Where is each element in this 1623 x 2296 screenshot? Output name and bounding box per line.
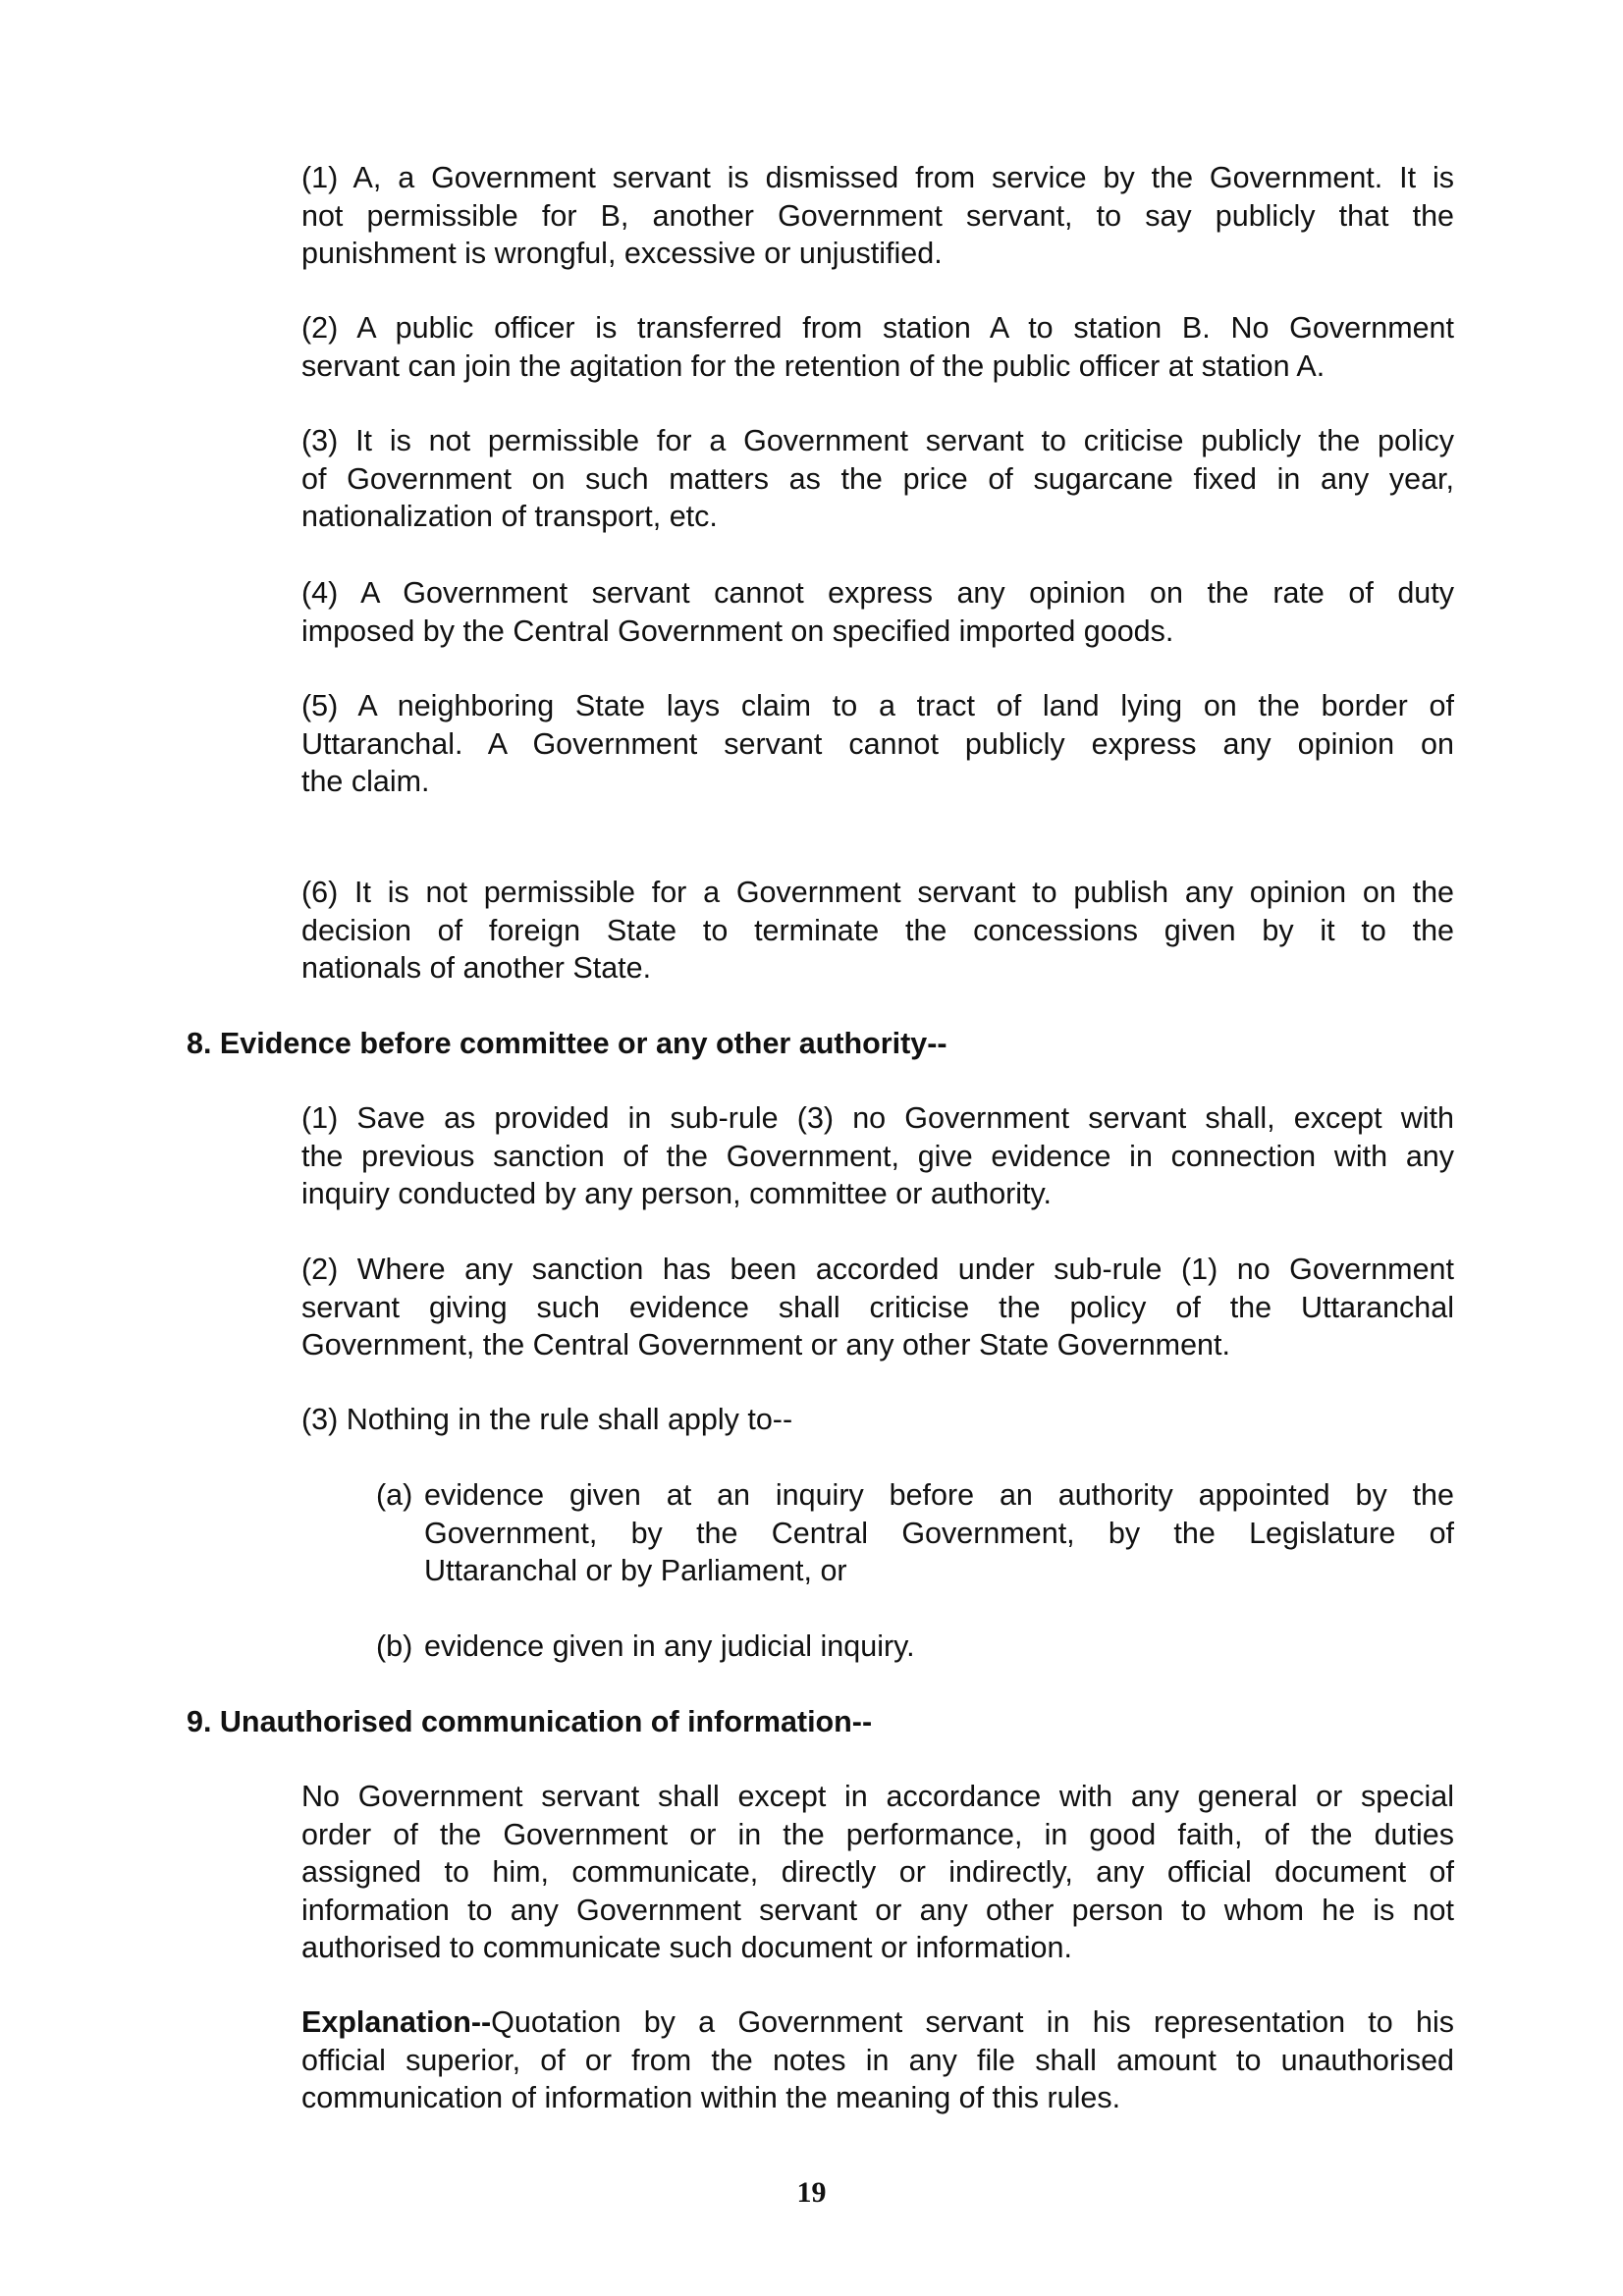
explanation-line-2: official superior, of or from the notes in any file shall amount to unauthorised xyxy=(301,2043,1454,2077)
rule-9-body-line-1: No Government servant shall except in accordance with any general or special xyxy=(301,1780,1454,1813)
explanation-line-1 xyxy=(301,2003,1454,2042)
rule-9-body-line-3: assigned to him, communicate, directly or indirectly, any official document of xyxy=(301,1855,1454,1889)
example-4-paragraph xyxy=(301,574,1454,650)
rule-9-heading: 9. Unauthorised communication of information-- xyxy=(187,1705,873,1738)
explanation-line-1-text: Quotation by a Government servant in his representation to his xyxy=(491,2005,1454,2039)
rule-9-body-line-4: information to any Government servant or any other person to whom he is not xyxy=(301,1893,1454,1927)
item-b-text: evidence given in any judicial inquiry. xyxy=(424,1629,915,1663)
example-3-paragraph xyxy=(301,422,1454,536)
rule-8-sub-rule-3 xyxy=(301,1401,1454,1439)
example-6-paragraph xyxy=(301,874,1454,988)
item-a-line-1: evidence given at an inquiry before an authority appointed by the xyxy=(424,1478,1454,1512)
rule-8-sub-rule-1 xyxy=(301,1099,1454,1213)
rule-8-sub-rule-3-text: (3) Nothing in the rule shall apply to-- xyxy=(301,1403,793,1436)
rule-9-body-line-5: authorised to communicate such document or information. xyxy=(301,1931,1072,1964)
rule-8-sub-rule-1-line-3: inquiry conducted by any person, committee or authority. xyxy=(301,1177,1053,1210)
item-a-marker: (a) xyxy=(376,1478,413,1512)
example-5-line-2: Uttaranchal. A Government servant cannot publicly express any opinion on xyxy=(301,726,1454,761)
example-5-paragraph xyxy=(301,687,1454,801)
item-a-body xyxy=(424,1476,1454,1590)
example-1-line-3: punishment is wrongful, excessive or unjustified. xyxy=(301,237,943,270)
example-4-line-2: imposed by the Central Government on specified imported goods. xyxy=(301,614,1174,648)
example-1-paragraph xyxy=(301,159,1454,273)
rule-8-sub-rule-2-line-1: (2) Where any sanction has been accorded under sub-rule (1) no Government xyxy=(301,1253,1454,1286)
example-2-paragraph xyxy=(301,309,1454,385)
item-a-line-2: Government, by the Central Government, by the Legislature of xyxy=(424,1516,1454,1550)
rule-8-item-a xyxy=(376,1476,1454,1590)
example-1-line-1: (1) A, a Government servant is dismissed from service by the Government. It is xyxy=(301,161,1454,194)
rule-9-body-line-2: order of the Government or in the performance, in good faith, of the duties xyxy=(301,1817,1454,1851)
item-b-body xyxy=(424,1628,1454,1666)
example-2-line-2: servant can join the agitation for the retention of the public officer at station A. xyxy=(301,348,1325,383)
example-2-line-1: (2) A public officer is transferred from station A to station B. No Government xyxy=(301,311,1454,345)
example-3-line-2: of Government on such matters as the price of sugarcane fixed in any year, xyxy=(301,461,1454,496)
rule-8-item-b xyxy=(376,1628,1454,1666)
explanation-line-3: communication of information within the meaning of this rules. xyxy=(301,2081,1121,2114)
example-3-line-3: nationalization of transport, etc. xyxy=(301,500,718,533)
rule-8-sub-rule-1-line-2: the previous sanction of the Government, give evidence in connection with any xyxy=(301,1139,1454,1173)
example-6-line-3: nationals of another State. xyxy=(301,951,652,985)
page-number: 19 xyxy=(796,2176,827,2209)
example-6-line-1: (6) It is not permissible for a Government servant to publish any opinion on the xyxy=(301,876,1454,909)
item-a-line-3: Uttaranchal or by Parliament, or xyxy=(424,1554,847,1587)
example-3-line-1: (3) It is not permissible for a Government servant to criticise publicly the policy xyxy=(301,424,1454,457)
rule-8-sub-rule-2-line-2: servant giving such evidence shall criticise the policy of the Uttaranchal xyxy=(301,1290,1454,1324)
example-6-line-2: decision of foreign State to terminate the concessions given by it to the xyxy=(301,913,1454,947)
item-b-marker: (b) xyxy=(376,1629,413,1663)
rule-9-body xyxy=(301,1778,1454,1967)
example-1-line-2: not permissible for B, another Government servant, to say publicly that the xyxy=(301,198,1454,233)
rule-8-heading: 8. Evidence before committee or any other authority-- xyxy=(187,1027,947,1060)
rule-8-sub-rule-2-line-3: Government, the Central Government or any other State Government. xyxy=(301,1328,1230,1362)
example-5-line-1: (5) A neighboring State lays claim to a tract of land lying on the border of xyxy=(301,689,1454,722)
example-5-line-3: the claim. xyxy=(301,765,430,798)
explanation-label: Explanation-- xyxy=(301,2005,492,2039)
rule-8-sub-rule-1-line-1: (1) Save as provided in sub-rule (3) no Government servant shall, except with xyxy=(301,1101,1454,1135)
rule-9-explanation xyxy=(301,2003,1454,2117)
example-4-line-1: (4) A Government servant cannot express any opinion on the rate of duty xyxy=(301,576,1454,610)
rule-8-sub-rule-2 xyxy=(301,1251,1454,1364)
